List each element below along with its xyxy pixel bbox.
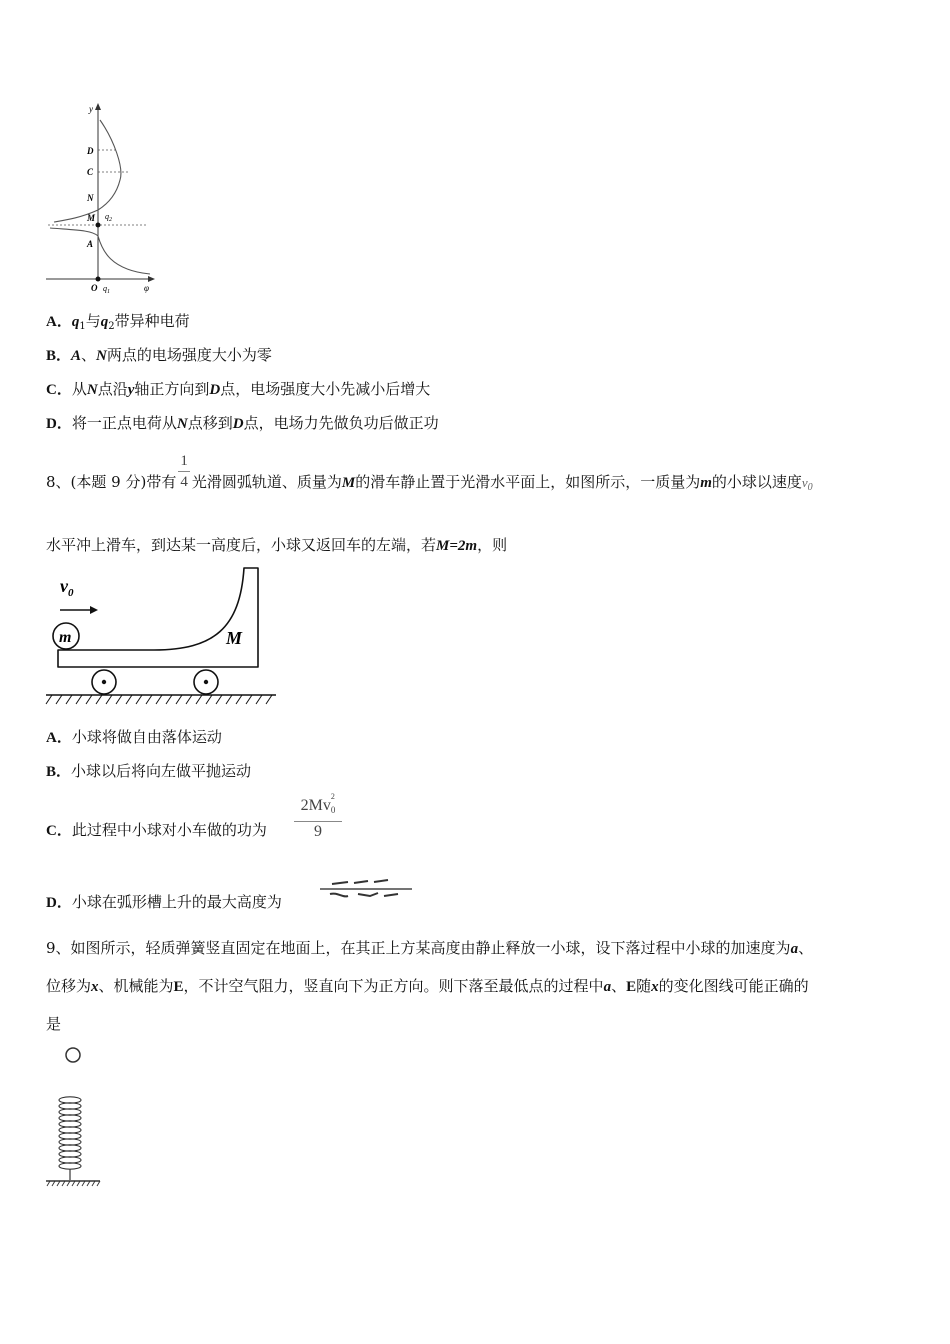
cart-body bbox=[58, 568, 258, 667]
q8-option-a: A．小球将做自由落体运动 bbox=[46, 728, 222, 746]
spring-coils bbox=[59, 1097, 81, 1169]
charge-q2-label: $q_2$ bbox=[105, 212, 112, 223]
q7-option-b: B．A、N两点的电场强度大小为零 bbox=[46, 346, 272, 364]
point-label-M: M bbox=[87, 213, 96, 223]
q8-option-c: C．此过程中小球对小车做的功为 bbox=[46, 821, 267, 839]
cart-label: M bbox=[226, 628, 243, 648]
point-label-D: D bbox=[87, 146, 94, 156]
origin-label: O bbox=[91, 283, 98, 293]
charge-q2-dot bbox=[96, 223, 101, 228]
x-axis-arrow bbox=[148, 276, 155, 282]
axis-label-phi: φ bbox=[144, 283, 149, 293]
q9-stem-line1: 9、如图所示，轻质弹簧竖直固定在地面上，在其正上方某高度由静止释放一小球，设下落过程中小球的加速度为a、 bbox=[46, 939, 814, 957]
cart-figure bbox=[44, 566, 280, 714]
q8-option-d: D．小球在弧形槽上升的最大高度为 bbox=[46, 893, 282, 911]
q9-stem-line2: 位移为x、机械能为E，不计空气阻力，竖直向下为正方向。则下落至最低点的过程中a、E随x的变化图线可能正确的 bbox=[46, 977, 809, 995]
q7-option-d: D．将一正点电荷从N点移到D点，电场力先做负功后做正功 bbox=[46, 414, 439, 432]
q8-option-d-formula-garbled bbox=[318, 878, 414, 902]
spring-figure bbox=[44, 1044, 104, 1188]
wheel-right-hub bbox=[204, 680, 208, 684]
lower-curve bbox=[50, 228, 150, 274]
point-label-A: A bbox=[87, 239, 94, 249]
v0-label: $v_0$ bbox=[60, 576, 74, 599]
point-label-N: N bbox=[87, 193, 94, 203]
axis-label-y: y bbox=[89, 104, 93, 114]
y-axis-arrow bbox=[95, 103, 101, 110]
falling-ball bbox=[66, 1048, 80, 1062]
wheel-left-hub bbox=[102, 680, 106, 684]
potential-graph-figure bbox=[40, 100, 160, 296]
charge-q1-dot bbox=[96, 277, 101, 282]
point-label-C: C bbox=[87, 167, 94, 177]
velocity-arrow-head bbox=[90, 606, 98, 614]
q8-option-b: B．小球以后将向左做平抛运动 bbox=[46, 762, 252, 780]
q8-stem-line1: 8、(本题 9 分)带有 $\frac{1}{4}$ 光滑圆弧轨道、质量为M的滑车静止置于光滑水平面上，如图所示，一质量为m的小球以速度$v_0$ bbox=[46, 452, 813, 493]
q7-option-a: A．$q_1$与$q_2$带异种电荷 bbox=[46, 312, 190, 332]
q8-option-c-fraction: $2Mv_0$ 2 9 bbox=[294, 796, 342, 842]
ball-label: m bbox=[59, 629, 72, 646]
charge-q1-label: $q_1$ bbox=[103, 284, 110, 295]
q8-stem-line2: 水平冲上滑车，到达某一高度后，小球又返回车的左端，若M=2m，则 bbox=[46, 536, 508, 554]
q9-stem-line3: 是 bbox=[46, 1015, 62, 1033]
q7-option-c: C．从N点沿y轴正方向到D点，电场强度大小先减小后增大 bbox=[46, 380, 431, 398]
ground-hatching bbox=[46, 695, 272, 704]
